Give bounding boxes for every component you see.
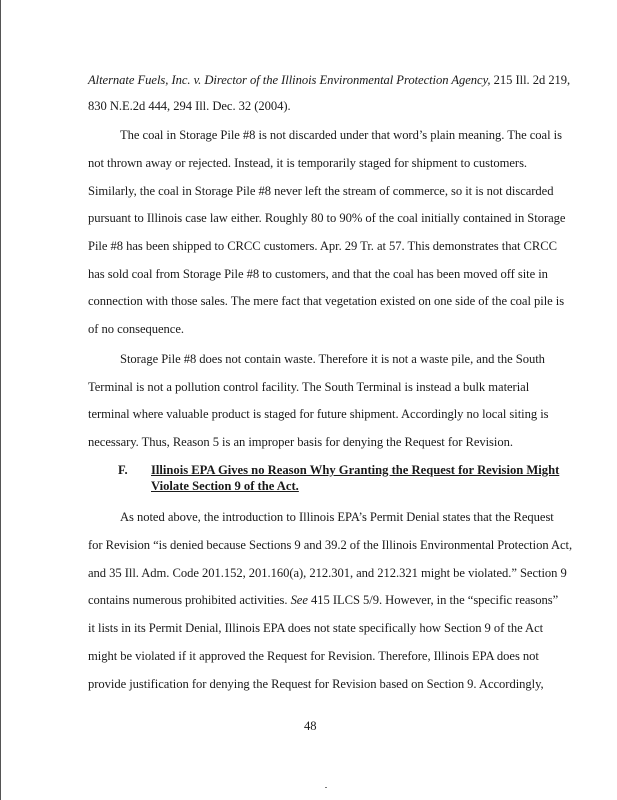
- paragraph-1-line: The coal in Storage Pile #8 is not discarded under that word’s plain meaning. The coal is: [120, 128, 562, 142]
- paragraph-1-line: of no consequence.: [88, 322, 184, 336]
- paragraph-3-line: [88, 592, 558, 608]
- text-run: 415 ILCS 5/9. However, in the “specific reasons”: [307, 593, 559, 607]
- paragraph-1-line: Similarly, the coal in Storage Pile #8 never left the stream of commerce, so it is not discarded: [88, 184, 554, 198]
- citation-line-1: [88, 72, 570, 88]
- section-letter: F.: [118, 463, 128, 477]
- citation-line-2: 830 N.E.2d 444, 294 Ill. Dec. 32 (2004).: [88, 99, 291, 113]
- paragraph-2-line: terminal where valuable product is staged for future shipment. Accordingly no local siting is: [88, 407, 549, 421]
- paragraph-1-line: Pile #8 has been shipped to CRCC customers. Apr. 29 Tr. at 57. This demonstrates that CRCC: [88, 239, 557, 253]
- paragraph-3-line: and 35 Ill. Adm. Code 201.152, 201.160(a), 212.301, and 212.321 might be violated.” Section 9: [88, 566, 567, 580]
- citation-reporter: 215 Ill. 2d 219,: [490, 73, 571, 87]
- section-heading-line-2: Violate Section 9 of the Act.: [151, 479, 299, 493]
- paragraph-1-line: not thrown away or rejected. Instead, it is temporarily staged for shipment to customers.: [88, 156, 528, 170]
- case-name: Alternate Fuels, Inc. v. Director of the Illinois Environmental Protection Agency,: [88, 73, 491, 87]
- text-run: contains numerous prohibited activities.: [88, 593, 291, 607]
- paragraph-3-line: for Revision “is denied because Sections 9 and 39.2 of the Illinois Environmental Protection Act,: [88, 538, 573, 552]
- section-heading-line-1: Illinois EPA Gives no Reason Why Granting the Request for Revision Might: [151, 463, 560, 477]
- paragraph-1-line: has sold coal from Storage Pile #8 to customers, and that the coal has been moved off site in: [88, 267, 548, 281]
- page-number: 48: [304, 719, 317, 733]
- paragraph-2-line: Storage Pile #8 does not contain waste. Therefore it is not a waste pile, and the South: [120, 352, 545, 366]
- paragraph-3-line: As noted above, the introduction to Illinois EPA’s Permit Denial states that the Request: [120, 510, 554, 524]
- paragraph-3-line: it lists in its Permit Denial, Illinois EPA does not state specifically how Section 9 of the Act: [88, 621, 544, 635]
- paragraph-2-line: necessary. Thus, Reason 5 is an improper basis for denying the Request for Revision.: [88, 435, 513, 449]
- paragraph-2-line: Terminal is not a pollution control facility. The South Terminal is instead a bulk material: [88, 380, 530, 394]
- scan-speck: [325, 787, 327, 788]
- paragraph-1-line: connection with those sales. The mere fact that vegetation existed on one side of the coal pile is: [88, 294, 565, 308]
- paragraph-3-line: provide justification for denying the Request for Revision based on Section 9. Accordingly,: [88, 677, 544, 691]
- paragraph-3-line: might be violated if it approved the Request for Revision. Therefore, Illinois EPA does not: [88, 649, 539, 663]
- paragraph-1-line: pursuant to Illinois case law either. Roughly 80 to 90% of the coal initially contained in Storage: [88, 211, 566, 225]
- see-signal: See: [290, 593, 308, 607]
